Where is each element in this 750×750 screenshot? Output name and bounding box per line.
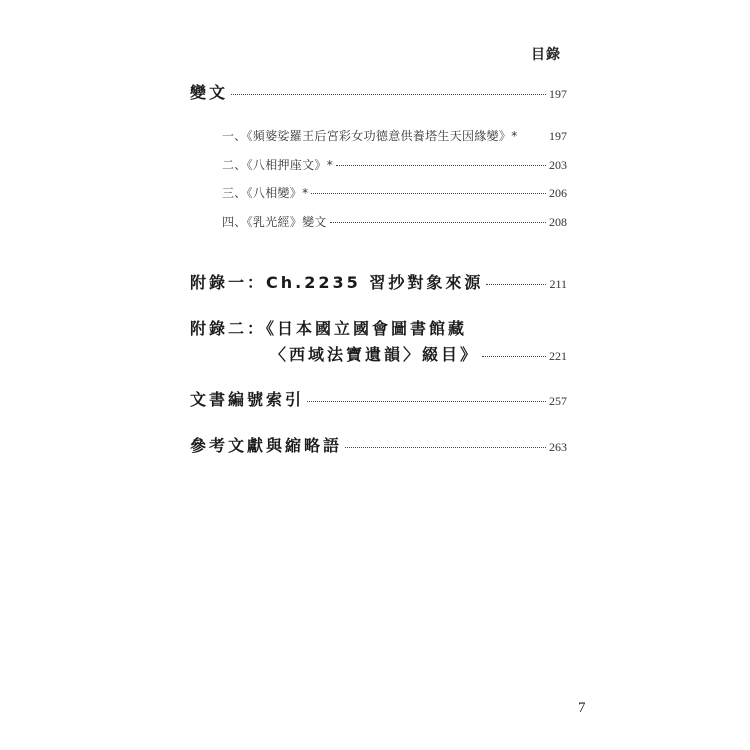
- toc-entry-page: 197: [549, 87, 567, 101]
- dot-leader: [345, 447, 546, 448]
- dot-leader: [482, 356, 546, 357]
- toc-entry-page: 263: [549, 440, 567, 454]
- dot-leader: [307, 401, 546, 402]
- dot-leader: [311, 193, 546, 194]
- toc-entry-sub-4[interactable]: [222, 213, 567, 230]
- dot-leader: [486, 284, 546, 285]
- toc-entry-title: 參考文獻與縮略語: [190, 436, 343, 455]
- dot-leader: [336, 165, 546, 166]
- toc-entry-sub-3[interactable]: [222, 184, 567, 201]
- toc-entry-page: 208: [549, 215, 567, 229]
- toc-entry-appendix-2-line1[interactable]: 附錄二：《日本國立國會圖書館藏: [190, 319, 468, 338]
- toc-entry-page: 206: [549, 186, 567, 200]
- toc-entry-page: 203: [549, 158, 567, 172]
- toc-entry-sub-2[interactable]: [222, 156, 567, 173]
- toc-entry-page: 221: [549, 349, 567, 363]
- toc-entry-appendix-1[interactable]: [190, 270, 567, 293]
- toc-entry-references[interactable]: [190, 433, 567, 456]
- running-head: 目錄: [531, 47, 561, 63]
- dot-leader: [231, 94, 546, 95]
- toc-entry-title: 文書編號索引: [190, 390, 305, 409]
- toc-entry-title: 二、《八相押座文》*: [222, 158, 334, 172]
- toc-entry-sub-1[interactable]: [222, 127, 567, 144]
- dot-leader: [330, 222, 546, 223]
- toc-entry-page: 257: [549, 394, 567, 408]
- toc-entry-title: 〈西域法寶遺韻〉綴目》: [270, 345, 480, 364]
- toc-entry-title: 變文: [190, 83, 229, 102]
- toc-entry-index[interactable]: [190, 387, 567, 410]
- toc-entry-page: 211: [549, 277, 567, 291]
- toc-entry-title: 一、《頻婆娑羅王后宮彩女功德意供養塔生天因緣變》*: [222, 129, 518, 143]
- toc-entry-title: 附錄一：Ch.2235 習抄對象來源: [190, 273, 484, 292]
- page-number: 7: [578, 700, 586, 716]
- toc-entry-title: 三、《八相變》*: [222, 186, 309, 200]
- toc-entry-appendix-2[interactable]: [270, 342, 567, 365]
- toc-entry-page: 197: [549, 129, 567, 143]
- toc-entry-title: 四、《乳光經》變文: [222, 215, 327, 229]
- toc-entry-bianwen[interactable]: [190, 80, 567, 103]
